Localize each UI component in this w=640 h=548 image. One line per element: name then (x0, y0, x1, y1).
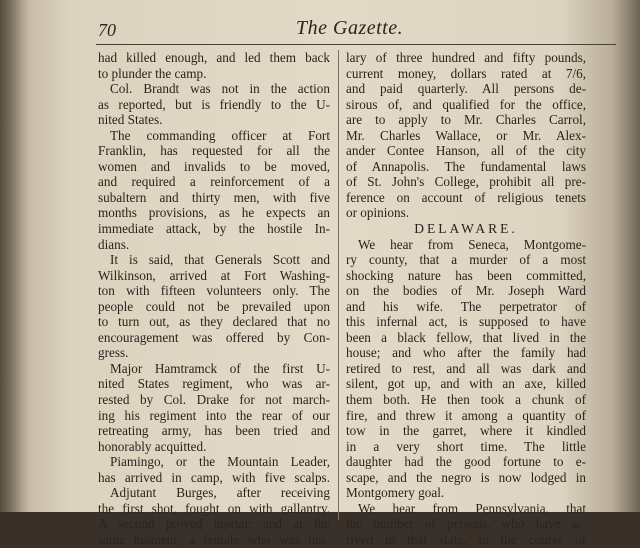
text-line: current money, dollars rated at 7/6, (346, 65, 586, 81)
text-line: and required a reinforcement of a (98, 174, 330, 190)
text-line: in a very short time. The little (346, 438, 586, 454)
column-divider (338, 50, 339, 520)
text-line: ing his regiment into the rear of our (98, 407, 330, 423)
text-line: to plunder the camp. (98, 65, 207, 81)
text-line: rived in that state, in the course of (346, 531, 586, 547)
text-line: gress. (98, 345, 129, 361)
text-line: subaltern and thirty men, with five (98, 189, 330, 205)
text-line: and his wife. The perpetrator of (346, 298, 586, 314)
text-line: nited States. (98, 112, 163, 128)
text-line: dians. (98, 236, 130, 252)
text-line: had killed enough, and led them back (98, 50, 330, 65)
text-line: tow in the garret, where it kindled (346, 423, 586, 439)
text-line: to turn out, as they declared that no (98, 314, 330, 330)
text-line: has arrived in camp, with five scalps. (98, 469, 330, 485)
text-line: ference on account of religious tenets (346, 189, 586, 205)
page-number: 70 (98, 20, 116, 40)
text-line: the first shot, fought on with gallantry. (98, 500, 330, 516)
text-line: It is said, that Generals Scott and (110, 252, 330, 268)
text-line: are to apply to Mr. Charles Carrol, (346, 112, 586, 128)
text-line: ry county, that a murder of a most (346, 252, 586, 268)
text-line: lary of three hundred and fifty pounds, (346, 50, 586, 65)
text-line: immediate attack, by the hostile In- (98, 221, 330, 237)
text-line: A second proved mortal; and at the (98, 516, 330, 532)
page-title: The Gazette. (296, 17, 404, 39)
text-line: them both. He then took a chunk of (346, 392, 586, 408)
header-rule (96, 44, 616, 45)
text-line: or opinions. (346, 205, 410, 221)
right-column (346, 50, 586, 548)
text-line: honorably acquitted. (98, 438, 207, 454)
text-line: sirous of, and qualified for the office, (346, 96, 586, 112)
text-line: months provisions, as he expects an (98, 205, 330, 221)
text-line: retreating army, has been tried and (98, 423, 330, 439)
text-line: Piamingo, or the Mountain Leader, (110, 454, 330, 470)
text-line: The commanding officer at Fort (110, 127, 330, 143)
text-line: fire, and threw it among a quantity of (346, 407, 586, 423)
text-line: and paid quarterly. All persons de- (346, 81, 586, 97)
text-line: We hear from Seneca, Montgome- (358, 236, 586, 252)
text-line: rested by Col. Drake for not march- (98, 392, 330, 408)
text-line: scape, and the negro is now lodged in (346, 469, 586, 485)
text-line: Col. Brandt was not in the action (110, 81, 330, 97)
text-line: nited States regiment, who was ar- (98, 376, 330, 392)
text-line: encouragement was offered by Con- (98, 329, 330, 345)
text-line: Montgomery goal. (346, 485, 445, 501)
text-line: Franklin, has requested for all the (98, 143, 330, 159)
text-line: house; and who after the family had (346, 345, 586, 361)
text-line: people could not be prevailed upon (98, 298, 330, 314)
text-line: Wilkinson, arrived at Fort Washing- (98, 267, 330, 283)
text-line: Major Hamtramck of the first U- (110, 360, 330, 376)
text-line: of Annapolis. The fundamental laws (346, 158, 586, 174)
text-line: Mr. Charles Wallace, or Mr. Alex- (346, 127, 586, 143)
text-line: shocking nature has been committed, (346, 267, 586, 283)
text-line: ton with fifteen volunteers only. The (98, 283, 330, 299)
text-line: been a black fellow, that lived in the (346, 329, 586, 345)
text-line: this infernal act, is supposed to have (346, 314, 586, 330)
text-line: the number of persons, who have ar- (346, 516, 586, 532)
text-line: on the bodies of Mr. Joseph Ward (346, 283, 586, 299)
left-column (98, 50, 330, 548)
text-line: retired to rest, and all was dark and (346, 360, 586, 376)
text-line: same moment, a female who was nur- (98, 531, 330, 547)
text-line: of St. John's College, prohibit all pre- (346, 174, 586, 190)
text-line: women and invalids to be moved, (98, 158, 330, 174)
text-line: as reported, but is friendly to the U- (98, 96, 330, 112)
text-line: daughter had the good fortune to e- (346, 454, 586, 470)
binding-shadow (0, 0, 30, 512)
section-heading: DELAWARE. (414, 221, 518, 237)
text-line: silent, got up, and with an axe, killed (346, 376, 586, 392)
text-line: We hear from Pennsylvania, that (358, 500, 586, 516)
text-line: Adjutant Burges, after receiving (110, 485, 330, 501)
text-line: ander Contee Hanson, all of the city (346, 143, 586, 159)
